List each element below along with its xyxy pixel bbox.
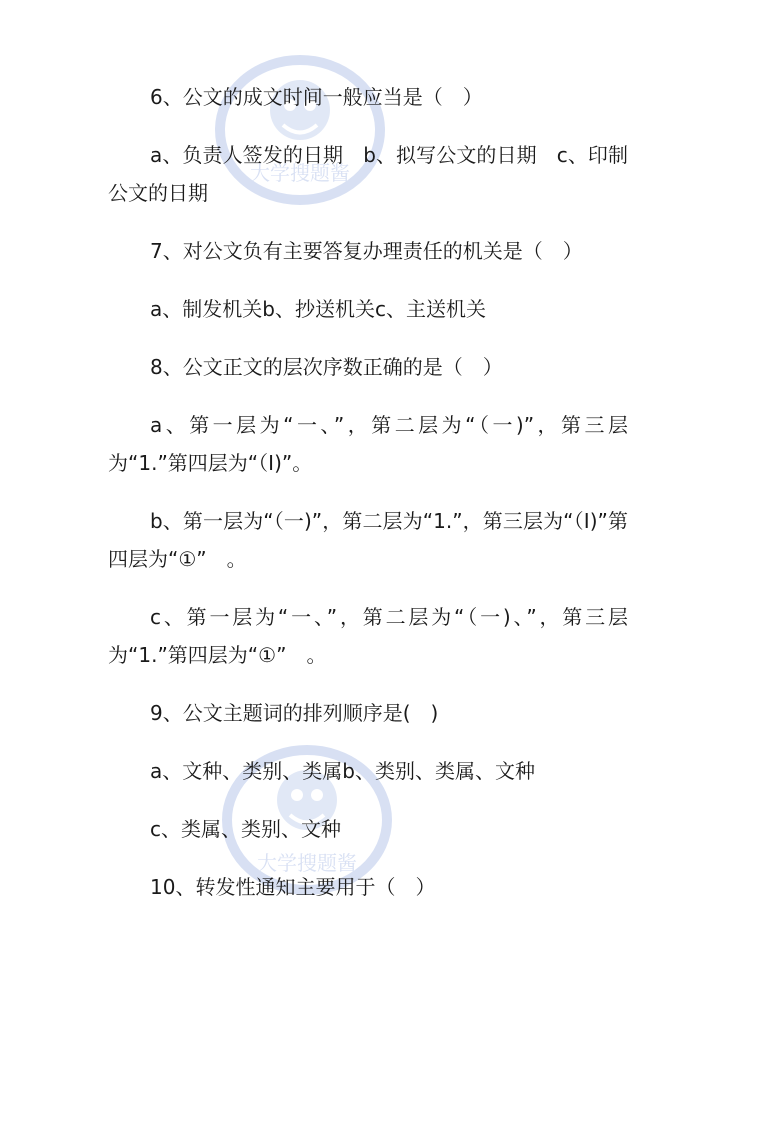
question-7-options: a、制发机关b、抄送机关c、主送机关	[150, 297, 486, 321]
question-9-option-c: c、类属、类别、文种	[150, 817, 341, 841]
question-8-option-a: a、第一层为“一、”，第二层为“（一)”，第三层为“1.”第四层为“（Ⅰ)”。	[108, 413, 628, 475]
question-6-options: a、负责人签发的日期 b、拟写公文的日期 c、印制公文的日期	[108, 143, 628, 205]
question-6: 6、公文的成文时间一般应当是（ ）	[150, 85, 483, 109]
question-9: 9、公文主题词的排列顺序是( )	[150, 701, 439, 725]
watermark-text: 大学搜题酱	[257, 851, 357, 875]
question-10: 10、转发性通知主要用于（ ）	[150, 875, 436, 899]
question-8: 8、公文正文的层次序数正确的是（ ）	[150, 355, 503, 379]
question-7: 7、对公文负有主要答复办理责任的机关是（ ）	[150, 239, 583, 263]
document-body	[108, 78, 628, 926]
question-8-option-b: b、第一层为“（一)”，第二层为“1.”，第三层为“（Ⅰ)”第四层为“①” 。	[108, 509, 628, 571]
watermark-text: 大学搜题酱	[250, 161, 350, 185]
question-8-option-c: c、第一层为“一、”，第二层为“（一)、”，第三层为“1.”第四层为“①” 。	[108, 605, 628, 667]
question-9-options-ab: a、文种、类别、类属b、类别、类属、文种	[150, 759, 535, 783]
